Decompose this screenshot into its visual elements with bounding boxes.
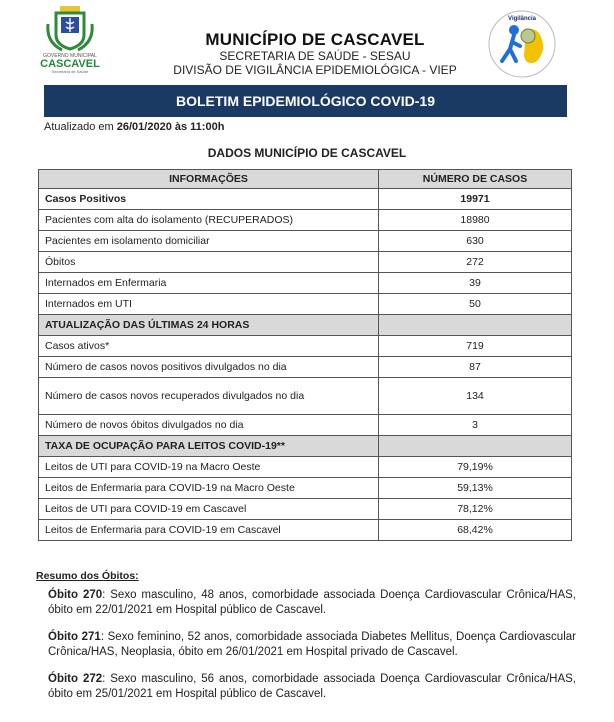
row-value [379,315,572,336]
death-label: Óbito 271 [48,631,101,643]
death-description: : Sexo masculino, 56 anos, comorbidade associada Doença Cardiovascular Crônica/HAS, óbito em 25/01/2021 em Hospital público de Cascavel. [48,673,577,700]
column-header-info: INFORMAÇÕES [39,170,379,189]
table-row [39,189,572,210]
table-section-header [39,436,572,457]
table-row [39,357,572,378]
death-label: Óbito 270 [48,589,103,601]
row-label: Número de casos novos positivos divulgados no dia [39,357,379,378]
column-header-cases: NÚMERO DE CASOS [379,170,572,189]
table-row [39,378,572,415]
epidemiological-surveillance-logo [482,8,562,80]
last-updated [44,121,224,133]
row-value: 87 [379,357,572,378]
row-value: 134 [379,378,572,415]
updated-datetime: 26/01/2020 às 11:00h [116,121,225,133]
row-value: 272 [379,252,572,273]
table-header-row [39,170,572,189]
document-header [150,30,480,77]
covid-data-table [38,169,572,541]
death-description: : Sexo masculino, 48 anos, comorbidade associada Doença Cardiovascular Crônica/HAS, óbito em 22/01/2021 em Hospital público de Cascavel. [48,589,577,616]
row-value: 79,19% [379,457,572,478]
svg-text:Secretaria de Saúde: Secretaria de Saúde [51,69,89,74]
row-value [379,436,572,457]
row-label: Internados em UTI [39,294,379,315]
row-value: 18980 [379,210,572,231]
row-label: Pacientes em isolamento domiciliar [39,231,379,252]
coat-of-arms-icon [30,4,110,76]
death-description: : Sexo feminino, 52 anos, comorbidade associada Diabetes Mellitus, Doença Cardiovascular Crônica/HAS, Neoplasia, óbito em 26/01/2021 em Hospital privado de Cascavel. [48,631,576,658]
row-value: 59,13% [379,478,572,499]
row-label: Leitos de Enfermaria para COVID-19 na Macro Oeste [39,478,379,499]
row-value: 19971 [379,189,572,210]
section-label-bed-occupancy: TAXA DE OCUPAÇÃO PARA LEITOS COVID-19** [39,436,379,457]
row-value: 78,12% [379,499,572,520]
row-label: Número de casos novos recuperados divulgados no dia [39,378,379,415]
svg-text:CASCAVEL: CASCAVEL [40,58,100,70]
row-label: Número de novos óbitos divulgados no dia [39,415,379,436]
section-label-last-24h: ATUALIZAÇÃO DAS ÚLTIMAS 24 HORAS [39,315,379,336]
cascavel-municipal-logo [30,4,110,76]
surveillance-emblem-icon [482,8,562,80]
division-subtitle: DIVISÃO DE VIGILÂNCIA EPIDEMIOLÓGICA - VIEP [173,63,457,77]
row-label: Leitos de UTI para COVID-19 na Macro Oeste [39,457,379,478]
row-label: Óbitos [39,252,379,273]
death-label: Óbito 272 [48,673,103,685]
table-row [39,520,572,541]
row-value: 719 [379,336,572,357]
table-row [39,231,572,252]
deaths-summary [36,570,576,714]
row-value: 50 [379,294,572,315]
svg-text:GOVERNO MUNICIPAL: GOVERNO MUNICIPAL [43,53,97,59]
death-entry [48,588,576,618]
table-section-header [39,315,572,336]
row-label: Internados em Enfermaria [39,273,379,294]
table-row [39,336,572,357]
row-label: Leitos de UTI para COVID-19 em Cascavel [39,499,379,520]
section-title: DADOS MUNICÍPIO DE CASCAVEL [207,146,407,160]
row-value: 39 [379,273,572,294]
death-entry [48,630,576,660]
row-label: Casos ativos* [39,336,379,357]
table-row [39,478,572,499]
updated-prefix: Atualizado em [44,121,117,133]
bulletin-banner: BOLETIM EPIDEMIOLÓGICO COVID-19 [44,85,567,117]
row-value: 630 [379,231,572,252]
table-row [39,294,572,315]
table-row [39,457,572,478]
table-row [39,273,572,294]
death-entry [48,672,576,702]
row-label: Pacientes com alta do isolamento (RECUPERADOS) [39,210,379,231]
table-row [39,499,572,520]
table-row [39,252,572,273]
row-value: 68,42% [379,520,572,541]
table-row [39,415,572,436]
municipality-title: MUNICÍPIO DE CASCAVEL [205,30,425,49]
row-label: Leitos de Enfermaria para COVID-19 em Cascavel [39,520,379,541]
table-row [39,210,572,231]
row-value: 3 [379,415,572,436]
secretariat-subtitle: SECRETARIA DE SAÚDE - SESAU [219,49,411,63]
row-label: Casos Positivos [39,189,379,210]
summary-title: Resumo dos Óbitos: [36,570,139,582]
svg-text:Vigilância: Vigilância [508,16,536,22]
